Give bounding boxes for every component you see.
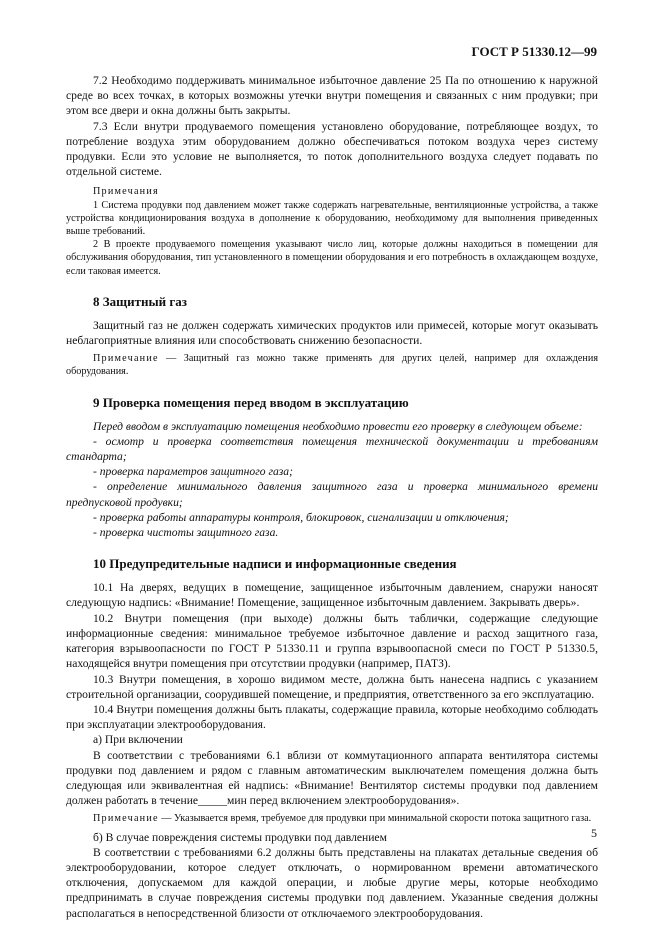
section-9-title: 9 Проверка помещения перед вводом в эксплуатацию [93,394,409,410]
note-section-10 [66,812,598,825]
list-item: - проверка параметров защитного газа; [93,465,293,479]
paragraph-8-1: Защитный газ не должен содержать химических продуктов или примесей, которые могут оказывать неблагоприятные влияния или способствовать снижению безопасности. [66,318,598,348]
paragraph-10-4: 10.4 Внутри помещения должны быть плакаты, содержащие правила, которые необходимо соблюдать при эксплуатации электрооборудования. [66,702,598,732]
paragraph-10-1: 10.1 На дверях, ведущих в помещение, защищенное избыточным давлением, снаружи наносят следующую надпись: «Внимание! Помещение, защищенное избыточным давлением. Закрывать дверь». [66,581,598,610]
list-item: - осмотр и проверка соответствия помещения технической документации и требованиям стандарта; [66,434,598,464]
paragraph-7-2: 7.2 Необходимо поддерживать минимальное избыточное давление 25 Па по отношению к наружной среде во всех точках, в которых возможны утечки внутри помещения и связанных с ним продувки; при этом все двери и окна должны быть закрыты. [66,74,598,118]
note-text: — Указывается время, требуемое для продувки при минимальной скорости потока защитного газа. [158,813,592,825]
section-10-title: 10 Предупредительные надписи и информационные сведения [93,556,457,572]
note-2: 2 В проекте продуваемого помещения указывают число лиц, которые должны находиться в помещении для обслуживания оборудования, тип установленного в помещении оборудования и его потребность в охлаждающем воздухе, если таковая имеется. [66,239,598,277]
section-8-title: 8 Защитный газ [93,293,187,309]
note-text: — Защитный газ можно также применять для других целей, например для охлаждения оборудования. [66,353,598,378]
paragraph-7-3: 7.3 Если внутри продуваемого помещения установлено оборудование, потребляющее воздух, то потребление воздуха этим оборудованием должно обеспечиваться потоком воздуха через систему продувки. Если это условие не выполняется, то поток дополнительного воздуха следует подавать по отдельной системе. [66,119,598,179]
note-label: Примечание [93,813,159,825]
note-1: 1 Система продувки под давлением может также содержать нагревательные, вентиляционные устройства, а также устройства кондиционирования воздуха в дополнение к оборудованию, необходимому для выполнения приведенных выше требований. [66,199,598,238]
list-item: - проверка работы аппаратуры контроля, блокировок, сигнализации и отключения; [93,510,509,524]
note-section-8 [66,352,598,378]
page-number: 5 [591,826,597,840]
page-content [66,73,598,921]
notes-title: Примечания [93,186,159,198]
item-a-label: а) При включении [93,733,183,747]
note-label: Примечание [93,353,159,365]
item-b-text: В соответствии с требованиями 6.2 должны быть представлены на плакатах детальные сведения об электрооборудовании, которое следует отключать, о нормированном времени автоматического отключения, допускаемом для каждой операции, и любые другие меры, которые необходимо предпринимать в случае повреждения системы продувки под давлением. Указанные сведения должны располагаться в непосредственной близости от отключаемого электрооборудования. [66,845,598,920]
item-a-text: В соответствии с требованиями 6.1 вблизи от коммутационного аппарата вентилятора системы продувки под давлением и рядом с главным автоматическим выключателем помещения должна быть следующая или эквивалентная ей надпись: «Внимание! Вентилятор системы продувки под давлением должен работать в течение_____мин перед включением электрооборудования». [66,748,598,808]
list-item: - определение минимального давления защитного газа и проверка минимального времени предпусковой продувки; [66,480,598,509]
item-b-label: б) В случае повреждения системы продувки под давлением [93,830,387,844]
section-9-intro: Перед вводом в эксплуатацию помещения необходимо провести его проверку в следующем объеме: [93,419,583,433]
paragraph-10-3: 10.3 Внутри помещения, в хорошо видимом месте, должна быть нанесена надпись с указанием строительной организации, соорудившей помещение, и предприятия, ответственного за его эксплуатацию. [66,672,598,701]
list-item: - проверка чистоты защитного газа. [93,526,279,540]
standard-header: ГОСТ Р 51330.12—99 [471,44,597,59]
paragraph-10-2: 10.2 Внутри помещения (при выходе) должны быть таблички, содержащие следующие информационные сведения: минимальное требуемое избыточное давление и расход защитного газа, категория взрывоопасности по ГОСТ Р 51330.11 и группа взрывоопасной смеси по ГОСТ Р 51330.5, находящейся внутри помещения при отсутствии продувки (например, ПАТЗ). [66,611,598,671]
